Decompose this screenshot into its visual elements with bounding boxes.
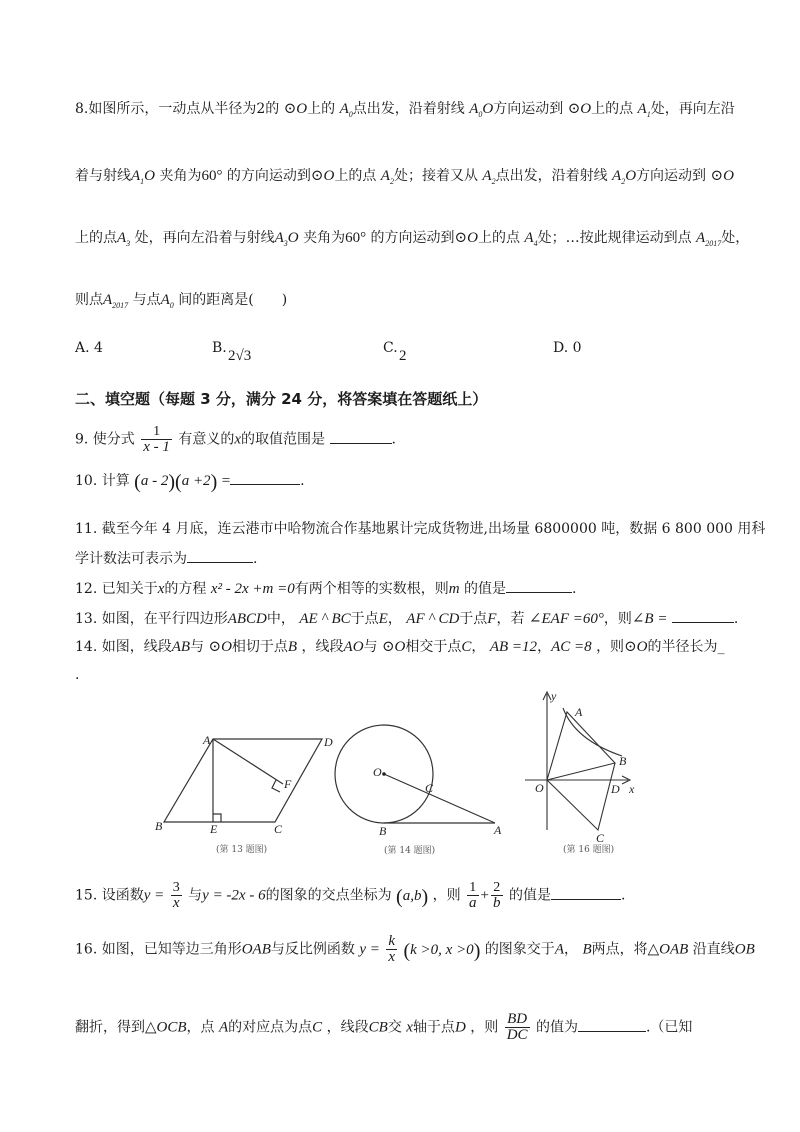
option-b-label: B. [212,340,227,356]
option-c-label: C. [383,340,398,356]
q10: 10. 计算 (a - 2)(a +2) = . [75,471,305,493]
option-d: D. 0 [553,340,582,356]
q14-line1: 14. 如图，线段AB与 ⊙O相切于点B ，线段AO与 ⊙O相交于点C， AB =12，AC =8 ，则⊙O的半径长为_ [75,639,725,655]
label-a-14: A [494,823,502,837]
center-point [382,772,386,776]
label-c-13: C [274,822,283,836]
figures-row [0,680,800,860]
label-y-16: y [551,689,557,703]
label-b-13: B [155,819,163,833]
q11-answer-blank[interactable] [187,548,253,563]
q12-answer-blank[interactable] [506,578,572,593]
label-x-16: x [629,782,635,796]
q10-answer-blank[interactable] [230,474,300,485]
segment-ao [384,774,495,823]
q15-answer-blank[interactable] [551,885,621,900]
label-b-16: B [619,754,627,768]
caption-16: (第 16 题图) [563,845,615,855]
q11-line1: 11. 截至今年 4 月底，连云港市中哈物流合作基地累计完成货物进,出场量 6800000 吨，数据 6 800 000 用科 [75,521,766,537]
q8-line2: 着与射线$A_1O$ 夹角为60° 的方向运动到⊙O上的点 $A_2$处；接着又从 $A_2$点出发，沿着射线 $A_2O$方向运动到 ⊙O [75,168,734,186]
caption-13: (第 13 题图) [216,845,268,855]
label-c-14: C [425,781,434,795]
q8-line4: 则点$A_{2017}$ 与点$A_0$ 间的距离是( ) [75,292,288,310]
figure-13 [164,739,322,822]
label-a-16: A [575,705,583,719]
q16-line1: 16. 如图，已知等边三角形OAB与反比例函数 y = $\frac{k}{x}$ (k >0, x >0) 的图象交于A， B两点，将△OAB 沿直线OB [75,933,755,965]
label-d-16: D [611,782,620,796]
triangle-oab [547,712,615,780]
q12: 12. 已知关于x的方程 x² - 2x +m =0有两个相等的实数根，则m 的值是 . [75,578,576,598]
q13: 13. 如图，在平行四边形ABCD中， AE ^ BC于点E， AF ^ CD于点F，若 ∠EAF =60°，则∠B = . [75,608,738,628]
section-heading: 二、填空题（每题 3 分，满分 24 分，将答案填在答题纸上） [75,390,488,408]
label-o-16: O [535,781,544,795]
q9-fraction: $\frac{1}{x - 1}$ [143,424,170,455]
segment-af [213,739,283,784]
label-a-13: A [203,733,211,747]
caption-14: (第 14 题图) [384,846,436,856]
hyperbola [563,708,622,756]
label-o-14: O [373,765,382,779]
q8-line3: 上的点$A_3$ 处，再向左沿着与射线$A_3O$ 夹角为60° 的方向运动到⊙O上的点 $A_4$处；…按此规律运动到点 $A_{2017}$处， [75,230,750,248]
label-d-13: D [324,735,333,749]
label-f-13: F [284,777,292,791]
q13-answer-blank[interactable] [672,608,734,623]
parallelogram-abcd [164,739,322,822]
option-a: A. 4 [75,340,103,356]
label-e-13: E [210,822,218,836]
figure-14 [335,725,495,823]
q16-line2: 翻折，得到△OCB，点 A的对应点为点C ，线段CB交 x轴于点D ，则 $\frac{BD}{DC}$ 的值为 .（已知 [75,1011,693,1043]
option-c-value: 2 [399,348,407,364]
option-b-value: 2√3 [228,348,252,364]
q14-line2: . [75,667,80,683]
q8-line1: 8.如图所示，一动点从半径为2的 ⊙O上的 $A_0$点出发，沿着射线 $A_0O$方向运动到 ⊙O上的点 $A_1$处，再向左沿 [75,101,735,119]
label-b-14: B [379,824,387,838]
triangle-ocb [547,763,615,830]
q16-answer-blank[interactable] [578,1017,646,1032]
label-c-16: C [596,831,605,845]
q9-answer-blank[interactable] [330,429,392,444]
q9: 9. 使分式 $\frac{1}{x - 1}$ 有意义的x的取值范围是 . [75,424,396,455]
q11-line2: 学计数法可表示为 . [75,548,257,568]
right-angle-e [213,814,221,822]
q15: 15. 设函数y = $\frac{3}{x}$ 与y = -2x - 6的图象的交点坐标为 (a,b) ，则 $\frac{1}{a}$ + $\frac{2}{b}$ 的值是 . [75,880,626,911]
